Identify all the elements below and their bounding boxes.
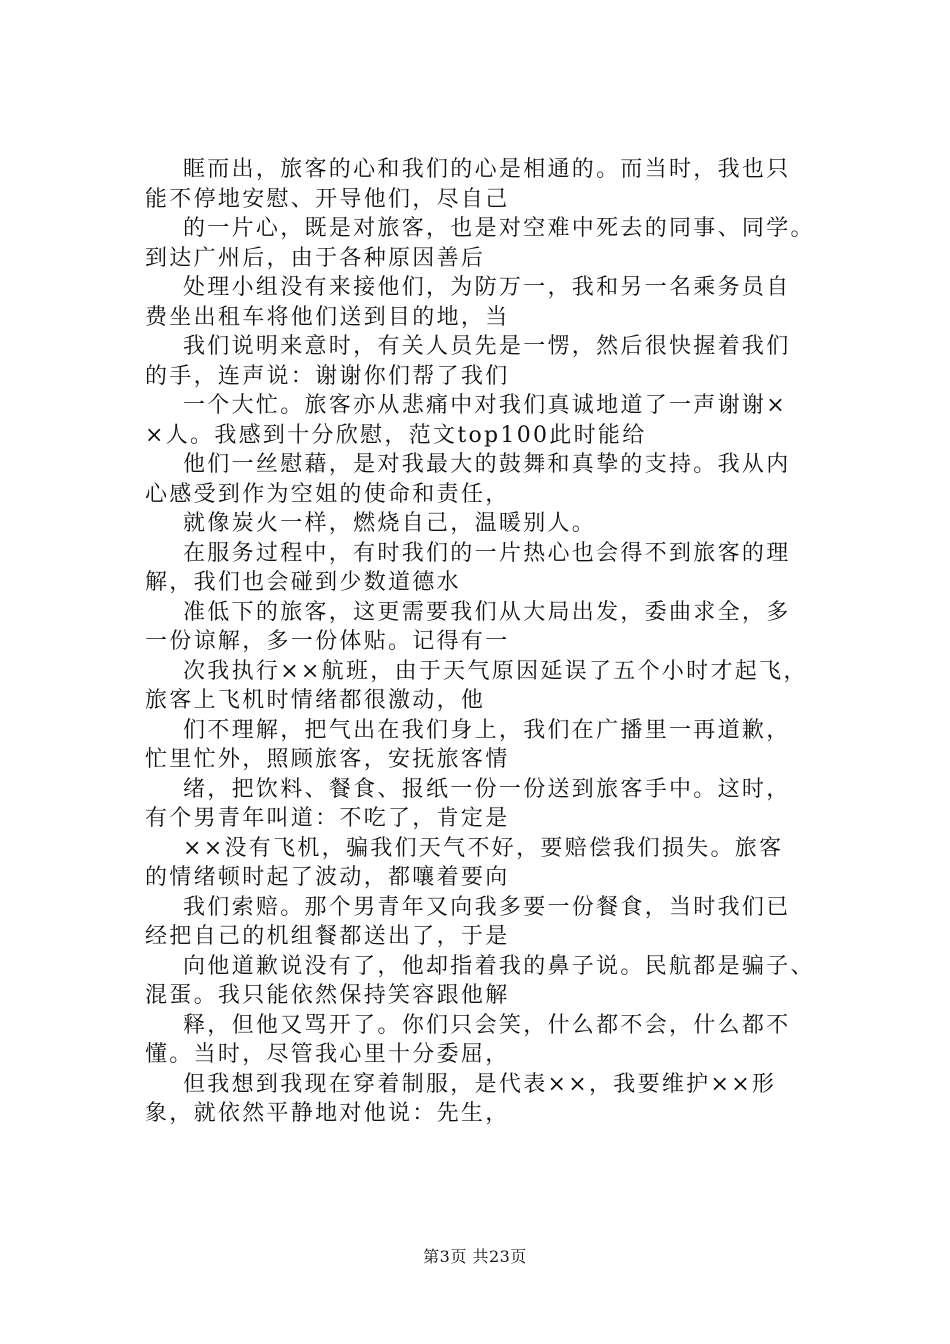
paragraph xyxy=(145,391,865,450)
paragraph-line: 到达广州后，由于各种原因善后 xyxy=(145,245,486,271)
paragraph xyxy=(145,509,865,539)
paragraph-line: 解，我们也会碰到少数道德水 xyxy=(145,570,461,595)
paragraph xyxy=(145,539,865,598)
paragraph-line: 准低下的旅客，这更需要我们从大局出发，委曲求全，多 xyxy=(183,599,791,625)
paragraph-line: 忙里忙外，照顾旅客，安抚旅客情 xyxy=(145,747,510,772)
paragraph-line: 处理小组没有来接他们，为防万一，我和另一名乘务员自 xyxy=(183,275,791,300)
paragraph-line: 费坐出租车将他们送到目的地，当 xyxy=(145,304,510,330)
paragraph xyxy=(145,1070,865,1129)
paragraph xyxy=(145,332,865,391)
paragraph-line: 眶而出，旅客的心和我们的心是相通的。而当时，我也只 xyxy=(183,157,791,182)
paragraph-line: 向他道歉说没有了，他却指着我的鼻子说。民航都是骗子、 xyxy=(183,953,815,979)
paragraph xyxy=(145,1011,865,1070)
paragraph-line: 的一片心，既是对旅客，也是对空难中死去的同事、同学。 xyxy=(183,216,815,241)
paragraph-line: 心感受到作为空姐的使命和责任， xyxy=(145,481,510,507)
paragraph-line: 有个男青年叫道：不吃了，肯定是 xyxy=(145,806,510,831)
paragraph-line: 我们索赔。那个男青年又向我多要一份餐食，当时我们已 xyxy=(183,894,791,920)
paragraph-line: ××没有飞机，骗我们天气不好，要赔偿我们损失。旅客 xyxy=(183,835,784,861)
paragraph-line: 就像炭火一样，燃烧自己，温暖别人。 xyxy=(183,511,597,536)
paragraph-line: ×人。我感到十分欣慰，范文top100此时能给 xyxy=(145,422,647,448)
paragraph xyxy=(145,657,865,716)
paragraph-line: 他们一丝慰藉，是对我最大的鼓舞和真挚的支持。我从内 xyxy=(183,452,791,477)
paragraph-line: 混蛋。我只能依然保持笑容跟他解 xyxy=(145,983,510,1008)
paragraph xyxy=(145,716,865,775)
paragraph xyxy=(145,450,865,509)
paragraph xyxy=(145,952,865,1011)
paragraph-line: 绪，把饮料、餐食、报纸一份一份送到旅客手中。这时， xyxy=(183,776,791,802)
paragraph xyxy=(145,893,865,952)
paragraph-line: 的情绪顿时起了波动，都嚷着要向 xyxy=(145,865,510,890)
paragraph xyxy=(145,155,865,214)
paragraph-line: 在服务过程中，有时我们的一片热心也会得不到旅客的理 xyxy=(183,540,791,566)
page-number-footer: 第3页 共23页 xyxy=(423,1247,527,1266)
paragraph xyxy=(145,214,865,273)
paragraph xyxy=(145,775,865,834)
paragraph-line: 但我想到我现在穿着制服，是代表××，我要维护××形 xyxy=(183,1071,777,1097)
paragraph-line: 一份谅解，多一份体贴。记得有一 xyxy=(145,629,510,654)
paragraph-line: 们不理解，把气出在我们身上，我们在广播里一再道歉， xyxy=(183,717,791,743)
paragraph-line: 次我执行××航班，由于天气原因延误了五个小时才起飞， xyxy=(183,658,808,684)
paragraph-line: 的手，连声说：谢谢你们帮了我们 xyxy=(145,363,510,389)
paragraph-line: 释，但他又骂开了。你们只会笑，什么都不会，什么都不 xyxy=(183,1012,791,1038)
paragraph-line: 我们说明来意时，有关人员先是一愣，然后很快握着我们 xyxy=(183,334,791,359)
paragraph-line: 象，就依然平静地对他说：先生， xyxy=(145,1101,510,1126)
paragraph xyxy=(145,834,865,893)
paragraph-line: 经把自己的机组餐都送出了，于是 xyxy=(145,924,510,949)
paragraph-line: 能不停地安慰、开导他们，尽自己 xyxy=(145,186,510,212)
document-body xyxy=(145,155,865,1129)
paragraph-line: 旅客上飞机时情绪都很激动，他 xyxy=(145,688,486,713)
paragraph xyxy=(145,598,865,657)
paragraph-line: 一个大忙。旅客亦从悲痛中对我们真诚地道了一声谢谢× xyxy=(183,393,787,418)
paragraph-line: 懂。当时，尽管我心里十分委屈， xyxy=(145,1042,510,1067)
paragraph xyxy=(145,273,865,332)
